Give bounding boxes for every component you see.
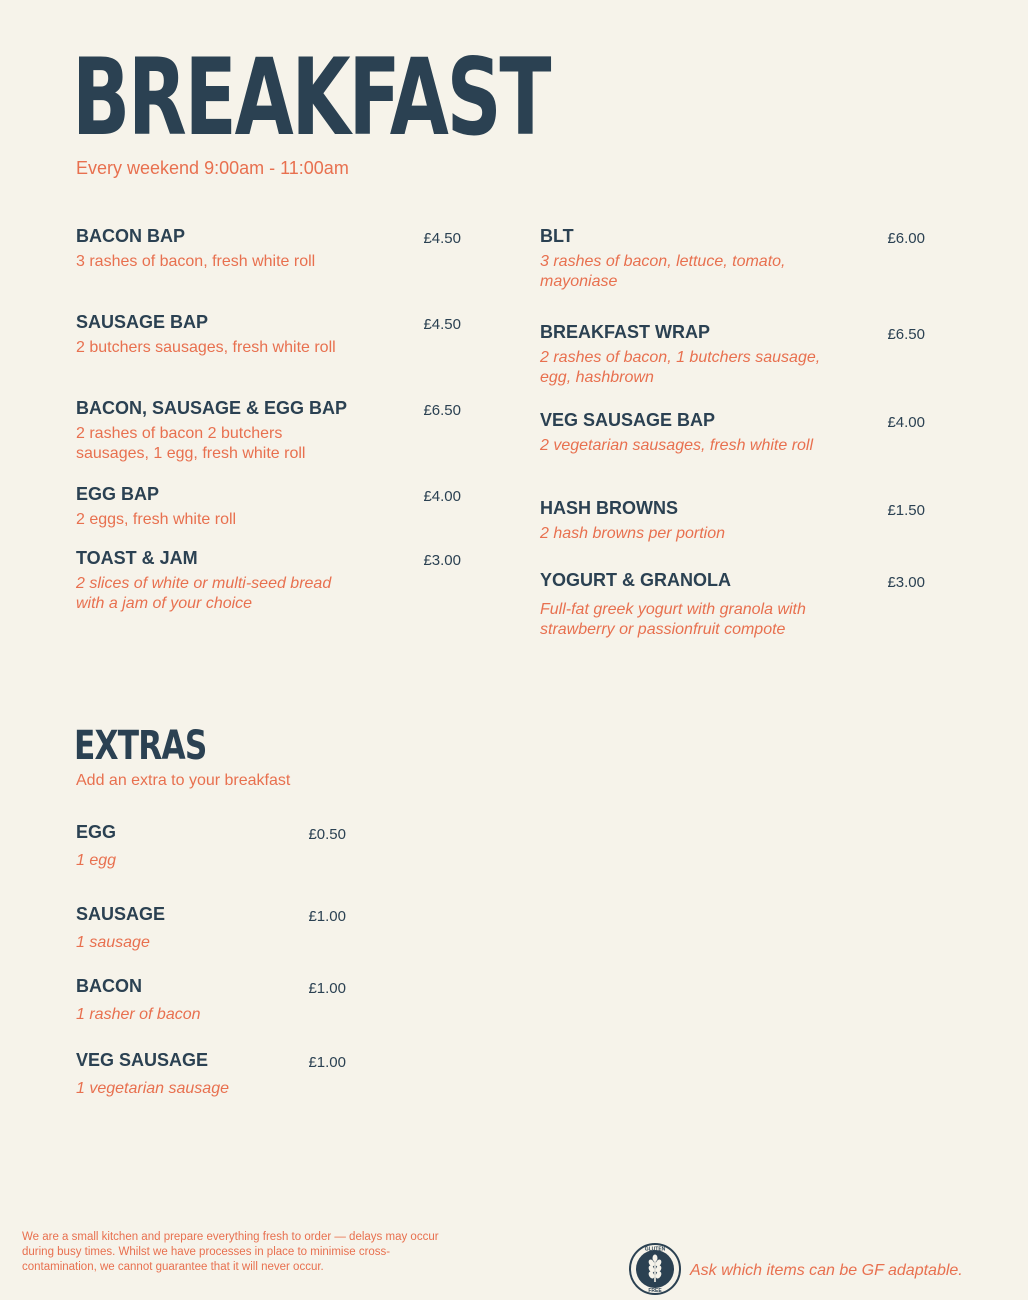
item-name: TOAST & JAM — [76, 548, 198, 568]
extras-title: EXTRAS — [74, 723, 207, 769]
item-price: £1.50 — [887, 502, 925, 519]
item-price: £6.50 — [887, 326, 925, 343]
item-name: HASH BROWNS — [540, 498, 678, 518]
item-name: VEG SAUSAGE BAP — [540, 410, 716, 430]
item-price: £4.00 — [887, 414, 925, 431]
extra-name: SAUSAGE — [76, 904, 166, 924]
extra-description: 1 vegetarian sausage — [76, 1080, 229, 1097]
item-description: 2 eggs, fresh white roll — [76, 511, 237, 528]
item-description: 2 rashes of bacon, 1 butchers sausage, egg, hashbrown — [540, 349, 821, 386]
item-price: £4.50 — [423, 230, 461, 247]
gf-note: Ask which items can be GF adaptable. — [690, 1262, 963, 1279]
page-title: BREAKFAST — [72, 36, 550, 159]
extra-name: VEG SAUSAGE — [76, 1050, 209, 1070]
allergen-disclaimer: We are a small kitchen and prepare everything fresh to order — delays may occur during busy times. Whilst we have processes in place to minimise cross-contamination, we cannot guarantee that it will never occur. — [22, 1231, 439, 1273]
extra-price: £0.50 — [308, 826, 346, 843]
extra-name: EGG — [76, 822, 117, 842]
badge-top-text: GLUTEN — [644, 1246, 666, 1253]
extras-subtitle: Add an extra to your breakfast — [76, 772, 291, 789]
item-price: £6.00 — [887, 230, 925, 247]
badge-bottom-text: FREE — [648, 1288, 662, 1294]
extra-description: 1 rasher of bacon — [76, 1006, 201, 1023]
gluten-free-badge — [628, 1242, 682, 1296]
item-description: 3 rashes of bacon, lettuce, tomato, mayoniase — [540, 253, 786, 290]
extra-price: £1.00 — [308, 980, 346, 997]
item-name: BACON, SAUSAGE & EGG BAP — [76, 398, 348, 418]
item-price: £3.00 — [887, 574, 925, 591]
extra-description: 1 egg — [76, 852, 117, 869]
item-description: 2 butchers sausages, fresh white roll — [76, 339, 336, 356]
item-price: £4.00 — [423, 488, 461, 505]
item-name: EGG BAP — [76, 484, 160, 504]
item-description: 2 rashes of bacon 2 butchers sausages, 1 egg, fresh white roll — [76, 425, 306, 462]
item-price: £3.00 — [423, 552, 461, 569]
service-hours: Every weekend 9:00am - 11:00am — [76, 158, 349, 178]
item-description: 3 rashes of bacon, fresh white roll — [76, 253, 316, 270]
item-name: BACON BAP — [76, 226, 186, 246]
item-price: £6.50 — [423, 402, 461, 419]
extra-name: BACON — [76, 976, 142, 996]
item-description: Full-fat greek yogurt with granola with strawberry or passionfruit compote — [540, 601, 806, 638]
item-name: BREAKFAST WRAP — [540, 322, 710, 342]
item-name: BLT — [540, 226, 574, 246]
extra-price: £1.00 — [308, 1054, 346, 1071]
item-price: £4.50 — [423, 316, 461, 333]
extra-price: £1.00 — [308, 908, 346, 925]
item-description: 2 hash browns per portion — [540, 525, 725, 542]
item-description: 2 slices of white or multi-seed bread with a jam of your choice — [76, 575, 332, 612]
item-description: 2 vegetarian sausages, fresh white roll — [540, 437, 814, 454]
item-name: SAUSAGE BAP — [76, 312, 209, 332]
item-name: YOGURT & GRANOLA — [540, 570, 731, 590]
extra-description: 1 sausage — [76, 934, 150, 951]
